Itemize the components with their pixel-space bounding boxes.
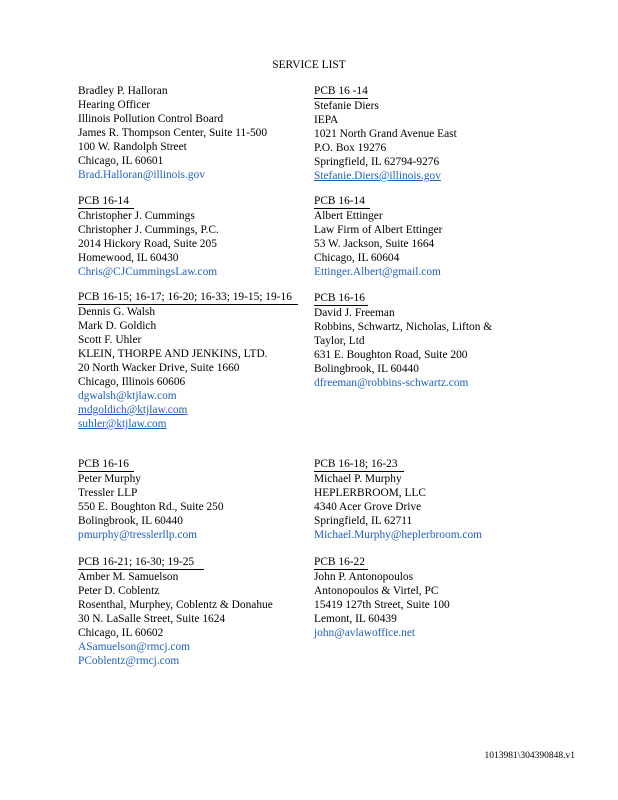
email-link[interactable]: suhler@ktjlaw.com: [78, 418, 167, 430]
entry-line: Rosenthal, Murphey, Coblentz & Donahue: [78, 599, 273, 611]
entry-line: 1021 North Grand Avenue East: [314, 128, 457, 140]
entry-line: Amber M. Samuelson: [78, 571, 179, 583]
email-link[interactable]: PCoblentz@rmcj.com: [78, 655, 180, 667]
entry-line: Lemont, IL 60439: [314, 613, 397, 625]
entry-line: Springfield, IL 62711: [314, 515, 413, 527]
entry-line: Scott F. Uhler: [78, 334, 142, 346]
entry-line: P.O. Box 19276: [314, 142, 387, 154]
entry-line: Peter Murphy: [78, 473, 141, 485]
entry-line: 2014 Hickory Road, Suite 205: [78, 238, 217, 250]
service-entry: [314, 84, 544, 183]
entry-line: Chicago, IL 60602: [78, 627, 164, 639]
entry-line: Chicago, IL 60601: [78, 155, 164, 167]
page-title: SERVICE LIST: [272, 59, 346, 71]
case-reference: PCB 16-22: [314, 555, 368, 570]
entry-line: Illinois Pollution Control Board: [78, 113, 224, 125]
service-entry: [314, 457, 544, 542]
entry-line: 100 W. Randolph Street: [78, 141, 187, 153]
email-link[interactable]: dfreeman@robbins-schwartz.com: [314, 377, 469, 389]
email-link[interactable]: Ettinger.Albert@gmail.com: [314, 266, 441, 278]
entry-line: Antonopoulos & Virtel, PC: [314, 585, 439, 597]
email-link[interactable]: john@avlawoffice.net: [314, 627, 416, 639]
entry-line: Christopher J. Cummings: [78, 210, 195, 222]
entry-line: Stefanie Diers: [314, 100, 379, 112]
document-id: 1013981\304390848.v1: [484, 751, 575, 761]
entry-line: HEPLERBROOM, LLC: [314, 487, 427, 499]
case-reference: PCB 16-15; 16-17; 16-20; 16-33; 19-15; 19-16: [78, 291, 298, 305]
service-entry: [78, 555, 308, 668]
email-link[interactable]: Stefanie.Diers@illinois.gov: [314, 170, 441, 182]
service-entry: [314, 291, 544, 390]
entry-line: Peter D. Coblentz: [78, 585, 160, 597]
entry-line: Bolingbrook, IL 60440: [78, 515, 183, 527]
entry-line: 30 N. LaSalle Street, Suite 1624: [78, 613, 226, 625]
email-link[interactable]: Michael.Murphy@heplerbroom.com: [314, 529, 483, 541]
entry-line: Michael P. Murphy: [314, 473, 402, 485]
entry-line: Springfield, IL 62794-9276: [314, 156, 440, 168]
case-reference: PCB 16-14: [78, 194, 134, 209]
entry-line: Mark D. Goldich: [78, 320, 157, 332]
service-entry: [78, 457, 308, 542]
case-reference: PCB 16-21; 16-30; 19-25: [78, 555, 204, 570]
case-reference: PCB 16-18; 16-23: [314, 457, 404, 472]
entry-line: Homewood, IL 60430: [78, 252, 179, 264]
entry-line: Chicago, IL 60604: [314, 252, 400, 264]
entry-line: Bolingbrook, IL 60440: [314, 363, 419, 375]
service-entry: [78, 194, 308, 279]
service-entry: [78, 84, 308, 182]
entry-line: David J. Freeman: [314, 307, 395, 319]
case-reference: PCB 16-16: [314, 291, 368, 306]
entry-line: IEPA: [314, 114, 339, 126]
case-reference: PCB 16-14: [314, 194, 370, 209]
email-link[interactable]: dgwalsh@ktjlaw.com: [78, 390, 177, 402]
service-entry: [78, 291, 298, 431]
email-link[interactable]: mdgoldich@ktjlaw.com: [78, 404, 188, 416]
entry-line: 20 North Wacker Drive, Suite 1660: [78, 362, 240, 374]
entry-line: Dennis G. Walsh: [78, 306, 156, 318]
email-link[interactable]: ASamuelson@rmcj.com: [78, 641, 191, 653]
entry-line: Law Firm of Albert Ettinger: [314, 224, 443, 236]
entry-line: 4340 Acer Grove Drive: [314, 501, 422, 513]
entry-line: Hearing Officer: [78, 99, 151, 111]
email-link[interactable]: Chris@CJCummingsLaw.com: [78, 266, 218, 278]
entry-line: 53 W. Jackson, Suite 1664: [314, 238, 435, 250]
entry-line: KLEIN, THORPE AND JENKINS, LTD.: [78, 348, 268, 360]
case-reference: PCB 16 -14: [314, 85, 368, 97]
entry-line: Chicago, Illinois 60606: [78, 376, 186, 388]
entry-line: 15419 127th Street, Suite 100: [314, 599, 450, 611]
entry-line: Tressler LLP: [78, 487, 138, 499]
service-entry: [314, 555, 544, 640]
entry-line: Robbins, Schwartz, Nicholas, Lifton &: [314, 321, 493, 333]
email-link[interactable]: Brad.Halloran@illinois.gov: [78, 169, 205, 181]
service-entry: [314, 194, 544, 279]
entry-line: 631 E. Boughton Road, Suite 200: [314, 349, 468, 361]
entry-line: Albert Ettinger: [314, 210, 383, 222]
entry-line: James R. Thompson Center, Suite 11-500: [78, 127, 268, 139]
email-link[interactable]: pmurphy@tresslerllp.com: [78, 529, 197, 541]
entry-line: 550 E. Boughton Rd., Suite 250: [78, 501, 224, 513]
entry-line: Christopher J. Cummings, P.C.: [78, 224, 219, 236]
entry-line: Taylor, Ltd: [314, 335, 365, 347]
entry-line: John P. Antonopoulos: [314, 571, 414, 583]
entry-line: Bradley P. Halloran: [78, 85, 168, 97]
case-reference: PCB 16-16: [78, 457, 134, 472]
